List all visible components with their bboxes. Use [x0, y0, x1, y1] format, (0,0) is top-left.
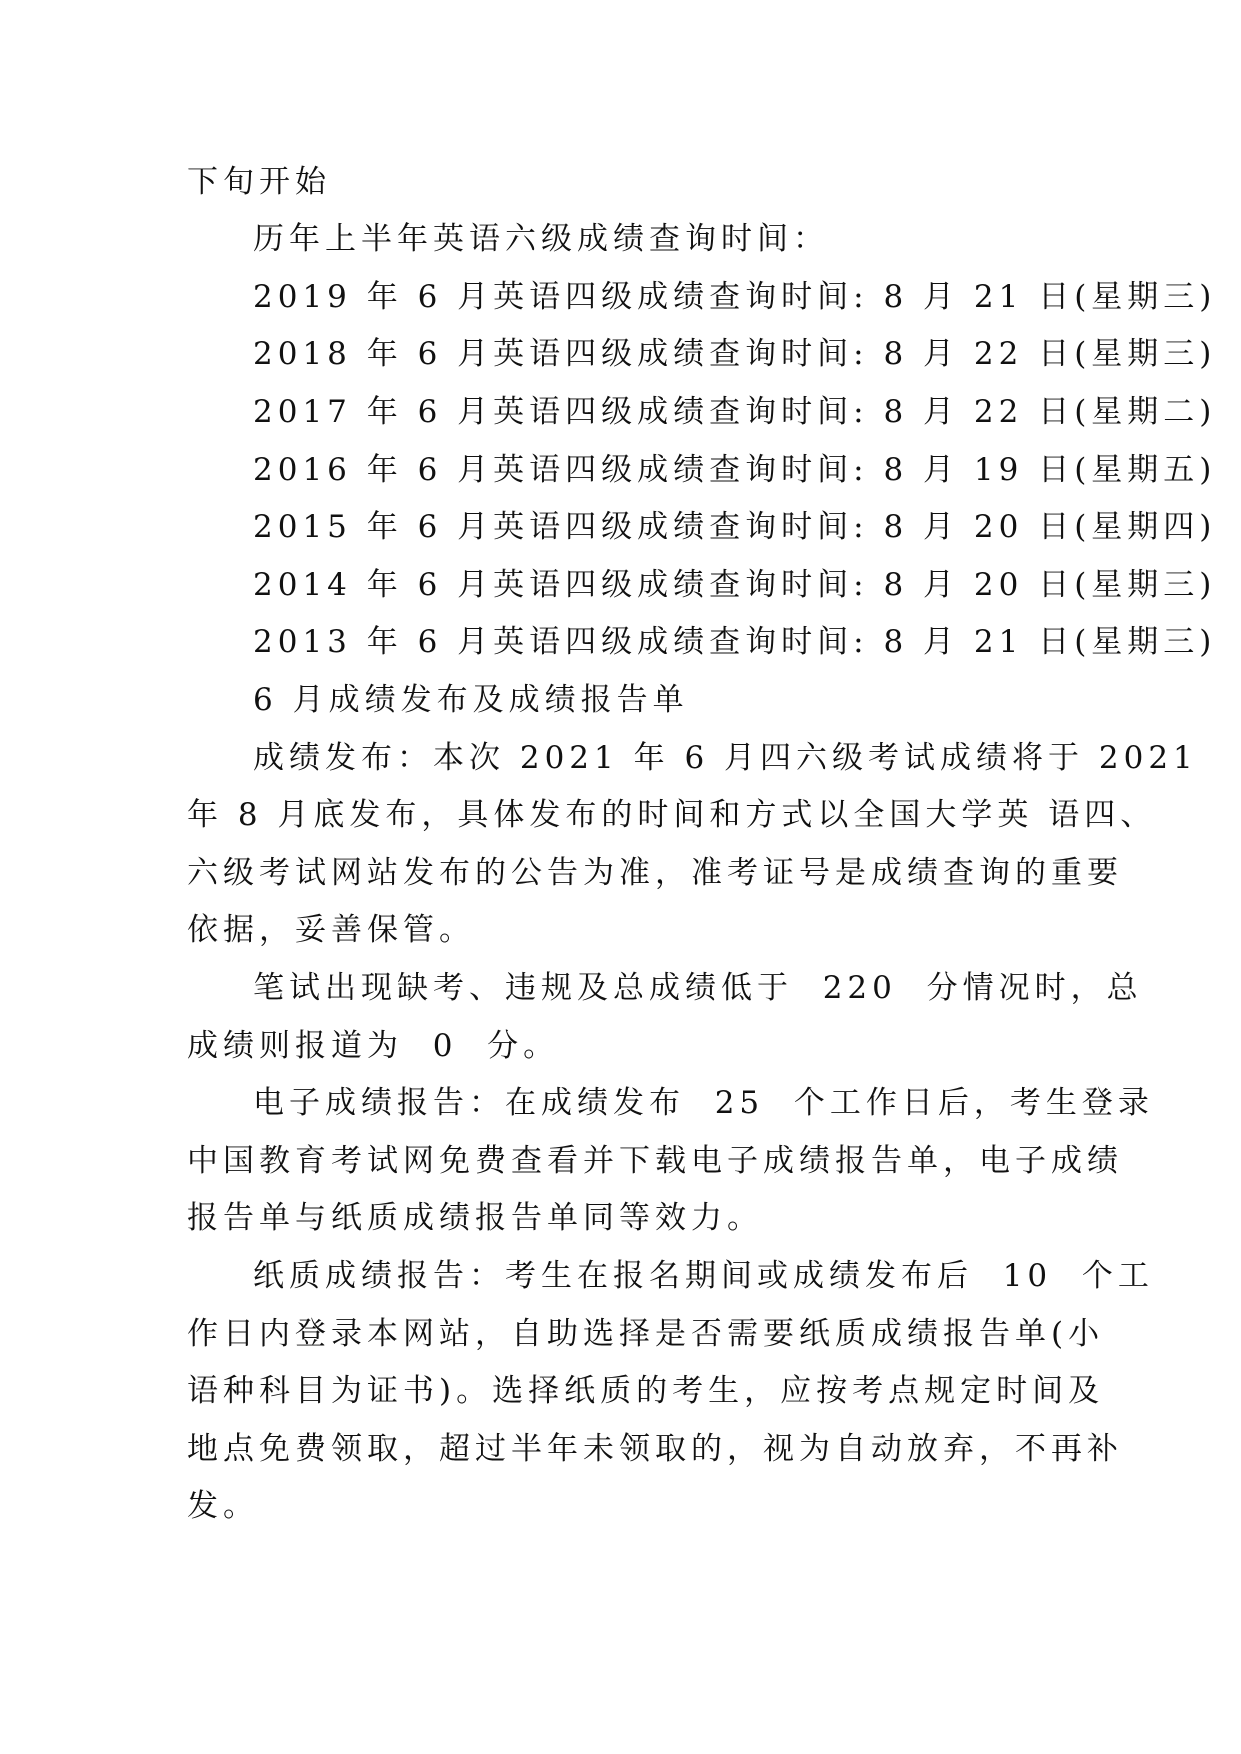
- paragraph-line: 语种科目为证书)。选择纸质的考生，应按考点规定时间及: [187, 1373, 1105, 1409]
- list-item: 2016 年 6 月英语四级成绩查询时间: 8 月 19 日(星期五): [253, 452, 1217, 488]
- text-line: 下旬开始: [187, 164, 331, 200]
- paragraph-line: 依据，妥善保管。: [187, 912, 475, 948]
- paragraph-line: 中国教育考试网免费查看并下载电子成绩报告单，电子成绩: [187, 1143, 1123, 1179]
- section-heading: 历年上半年英语六级成绩查询时间：: [253, 221, 829, 257]
- paragraph-line: 纸质成绩报告：考生在报名期间或成绩发布后 10 个工: [253, 1258, 1154, 1294]
- paragraph-line: 报告单与纸质成绩报告单同等效力。: [187, 1200, 763, 1236]
- list-item: 2013 年 6 月英语四级成绩查询时间: 8 月 21 日(星期三): [253, 624, 1217, 660]
- list-item: 2017 年 6 月英语四级成绩查询时间: 8 月 22 日(星期二): [253, 394, 1217, 430]
- section-heading: 6 月成绩发布及成绩报告单: [253, 682, 689, 718]
- list-item: 2014 年 6 月英语四级成绩查询时间: 8 月 20 日(星期三): [253, 567, 1217, 603]
- paragraph-line: 发。: [187, 1488, 259, 1524]
- paragraph-line: 笔试出现缺考、违规及总成绩低于 220 分情况时，总: [253, 970, 1143, 1006]
- paragraph-line: 成绩则报道为 0 分。: [187, 1028, 560, 1064]
- paragraph-line: 成绩发布：本次 2021 年 6 月四六级考试成绩将于 2021: [253, 740, 1198, 776]
- paragraph-line: 地点免费领取，超过半年未领取的，视为自动放弃，不再补: [187, 1431, 1123, 1467]
- paragraph-line: 电子成绩报告：在成绩发布 25 个工作日后，考生登录: [253, 1085, 1154, 1121]
- paragraph-line: 作日内登录本网站，自助选择是否需要纸质成绩报告单(小: [187, 1316, 1105, 1352]
- paragraph-line: 六级考试网站发布的公告为准，准考证号是成绩查询的重要: [187, 855, 1123, 891]
- paragraph-line: 年 8 月底发布，具体发布的时间和方式以全国大学英 语四、: [187, 797, 1157, 833]
- list-item: 2019 年 6 月英语四级成绩查询时间: 8 月 21 日(星期三): [253, 279, 1217, 315]
- list-item: 2018 年 6 月英语四级成绩查询时间: 8 月 22 日(星期三): [253, 336, 1217, 372]
- list-item: 2015 年 6 月英语四级成绩查询时间: 8 月 20 日(星期四): [253, 509, 1217, 545]
